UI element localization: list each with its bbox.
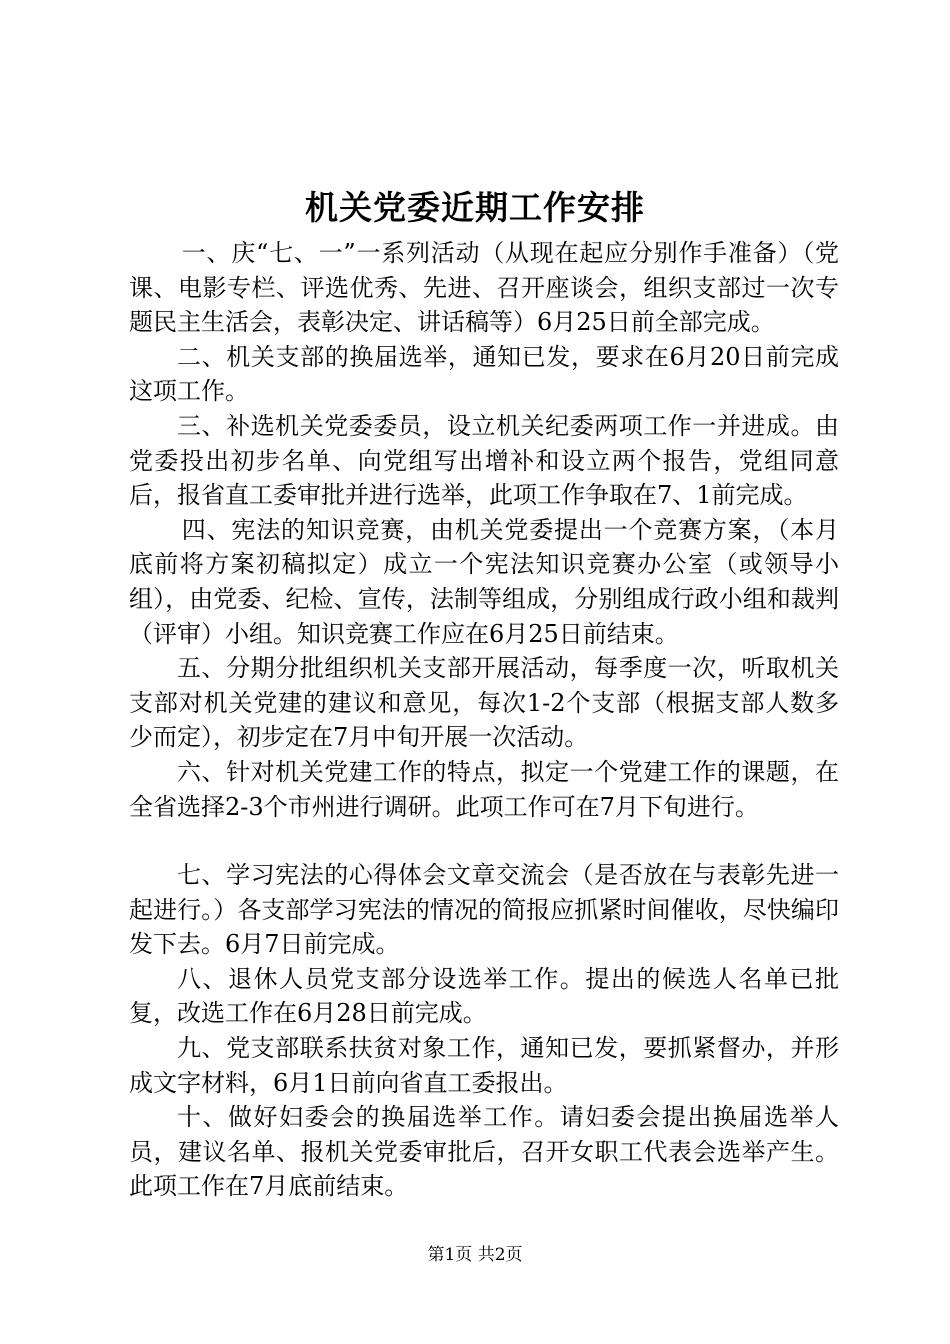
document-body	[129, 236, 839, 1204]
paragraph-4: 四、宪法的知识竞赛，由机关党委提出一个竞赛方案，（本月底前将方案初稿拟定）成立一个宪法知识竞赛办公室（或领导小组），由党委、纪检、宣传，法制等组成，分别组成行政小组和裁判（评审）小组。知识竞赛工作应在6月25日前结束。	[129, 515, 839, 648]
paragraph-6: 六、针对机关党建工作的特点，拟定一个党建工作的课题，在全省选择2-3个市州进行调研。此项工作可在7月下旬进行。	[129, 757, 839, 821]
paragraph-1: 一、庆“七、一”一系列活动（从现在起应分别作手准备）（党课、电影专栏、评选优秀、先进、召开座谈会，组织支部过一次专题民主生活会，表彰决定、讲话稿等）6月25日前全部完成。	[129, 239, 839, 337]
paragraph-2: 二、机关支部的换届选举，通知已发，要求在6月20日前完成这项工作。	[129, 342, 839, 406]
paragraph-7: 七、学习宪法的心得体会文章交流会（是否放在与表彰先进一起进行。）各支部学习宪法的情况的简报应抓紧时间催收，尽快编印发下去。6月7日前完成。	[129, 861, 839, 959]
paragraph-8: 八、退休人员党支部分设选举工作。提出的候选人名单已批复，改选工作在6月28日前完成。	[129, 964, 839, 1028]
paragraph-5: 五、分期分批组织机关支部开展活动，每季度一次，听取机关支部对机关党建的建议和意见，每次1-2个支部（根据支部人数多少而定），初步定在7月中旬开展一次活动。	[129, 654, 839, 752]
paragraph-10: 十、做好妇委会的换届选举工作。请妇委会提出换届选举人员，建议名单、报机关党委审批后，召开女职工代表会选举产生。此项工作在7月底前结束。	[129, 1103, 839, 1201]
page-number-footer: 第1页 共2页	[427, 1245, 523, 1265]
paragraph-9: 九、党支部联系扶贫对象工作，通知已发，要抓紧督办，并形成文字材料，6月1日前向省直工委报出。	[129, 1034, 839, 1097]
document-title: 机关党委近期工作安排	[305, 188, 645, 227]
paragraph-3: 三、补选机关党委委员，设立机关纪委两项工作一并进成。由党委投出初步名单、向党组写出增补和设立两个报告，党组同意后，报省直工委审批并进行选举，此项工作争取在7、1前完成。	[129, 411, 839, 510]
